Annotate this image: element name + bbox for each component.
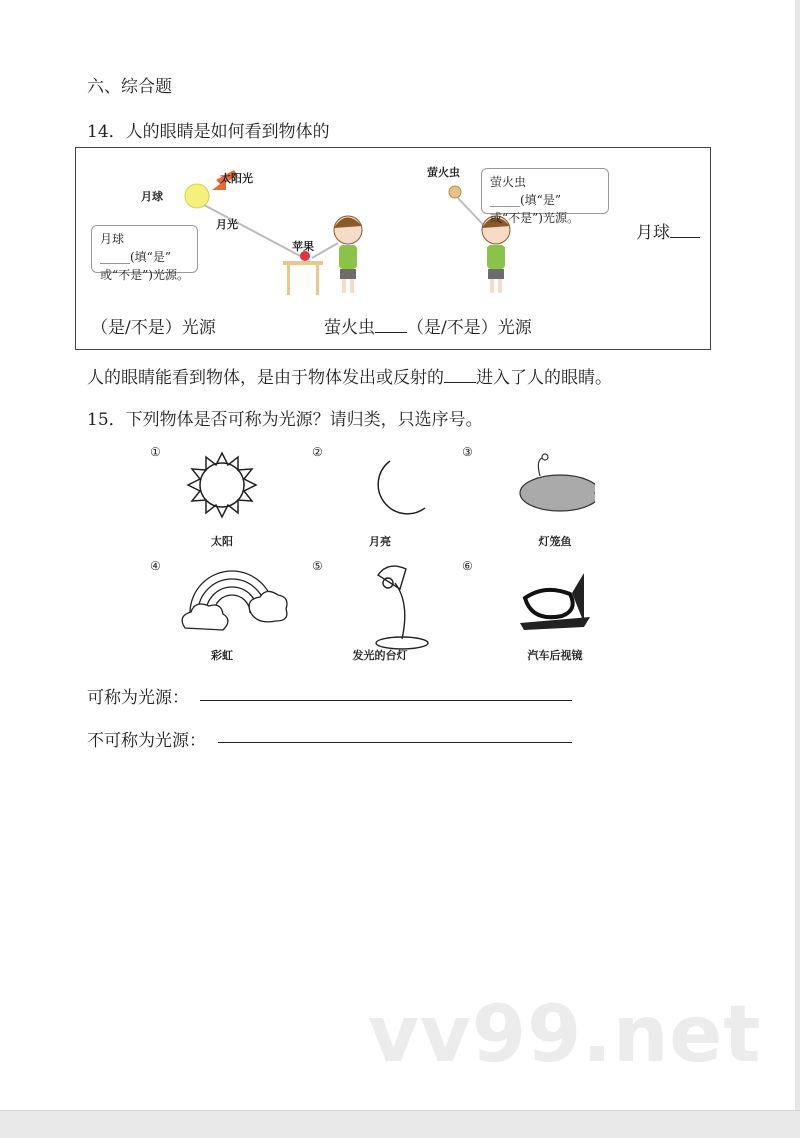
not-source-label: 不可称为光源： <box>87 731 206 751</box>
item-label: 太阳 <box>211 535 233 548</box>
firefly-icon <box>449 186 461 198</box>
moonlight-label: 月光 <box>216 218 238 231</box>
watermark: vv99.net <box>368 990 762 1080</box>
sun-icon <box>188 453 256 517</box>
firefly-answer <box>324 313 532 338</box>
bubble-text: 萤火虫 _____(填“是” <box>490 175 561 207</box>
question-14-title: 14．人的眼睛是如何看到物体的 <box>87 122 330 142</box>
firefly-answer-blank[interactable] <box>375 318 407 333</box>
item-number: ② <box>312 445 323 459</box>
page-edge <box>795 0 800 1110</box>
firefly-answer-label: 萤火虫 <box>324 318 375 338</box>
question-15-title: 15．下列物体是否可称为光源？请归类，只选序号。 <box>87 410 483 430</box>
item-label: 汽车后视镜 <box>527 649 583 662</box>
lantern-fish-icon <box>520 454 595 511</box>
moon-crescent-icon <box>378 461 425 514</box>
item-number: ③ <box>462 445 473 459</box>
light-source-items <box>140 443 595 668</box>
desk-lamp-icon <box>376 566 428 649</box>
is-source-label: 可称为光源： <box>87 688 189 708</box>
firefly-label: 萤火虫 <box>427 166 460 179</box>
moon-answer-blank[interactable] <box>670 223 700 238</box>
bubble-text: 或“不是”)光源。 <box>490 211 579 225</box>
bubble-text: 或“不是”)光源。 <box>100 268 189 282</box>
item-label: 发光的台灯 <box>352 649 408 662</box>
bubble-text: 月球 _____(填“是” <box>100 232 171 264</box>
item-label: 彩虹 <box>211 649 233 662</box>
item-number: ④ <box>150 559 161 573</box>
firefly-speech-bubble <box>481 168 609 225</box>
sunlight-label: 太阳光 <box>220 172 253 185</box>
item-label: 灯笼鱼 <box>538 535 572 548</box>
item-number: ⑥ <box>462 559 473 573</box>
rainbow-icon <box>182 571 287 630</box>
moon-label: 月球 <box>141 190 163 203</box>
item-label: 月亮 <box>369 535 391 548</box>
items-illustration <box>140 443 595 668</box>
page-footer-gap <box>0 1110 800 1138</box>
conclusion-blank[interactable] <box>444 368 476 383</box>
question-14-figure <box>75 147 711 350</box>
table-icon <box>283 261 323 265</box>
conclusion-text: 人的眼睛能看到物体，是由于物体发出或反射的 <box>87 368 444 388</box>
conclusion-text-end: 进入了人的眼睛。 <box>476 368 612 388</box>
apple-label: 苹果 <box>292 240 314 253</box>
moon-speech-bubble <box>91 225 198 282</box>
firefly-options: （是/不是）光源 <box>407 318 532 338</box>
moon-options: （是/不是）光源 <box>91 318 216 338</box>
question-14-conclusion <box>87 363 612 388</box>
child-icon <box>334 216 362 293</box>
child-icon-2 <box>482 216 510 293</box>
item-number: ⑤ <box>312 559 323 573</box>
car-mirror-icon <box>520 573 590 630</box>
not-source-answer-line[interactable] <box>218 742 572 743</box>
is-source-answer-line[interactable] <box>200 700 572 701</box>
moon-answer-label: 月球 <box>636 223 670 243</box>
moon-answer <box>636 218 700 243</box>
moon-icon <box>185 184 209 208</box>
item-number: ① <box>150 445 161 459</box>
section-title: 六、综合题 <box>87 77 172 97</box>
